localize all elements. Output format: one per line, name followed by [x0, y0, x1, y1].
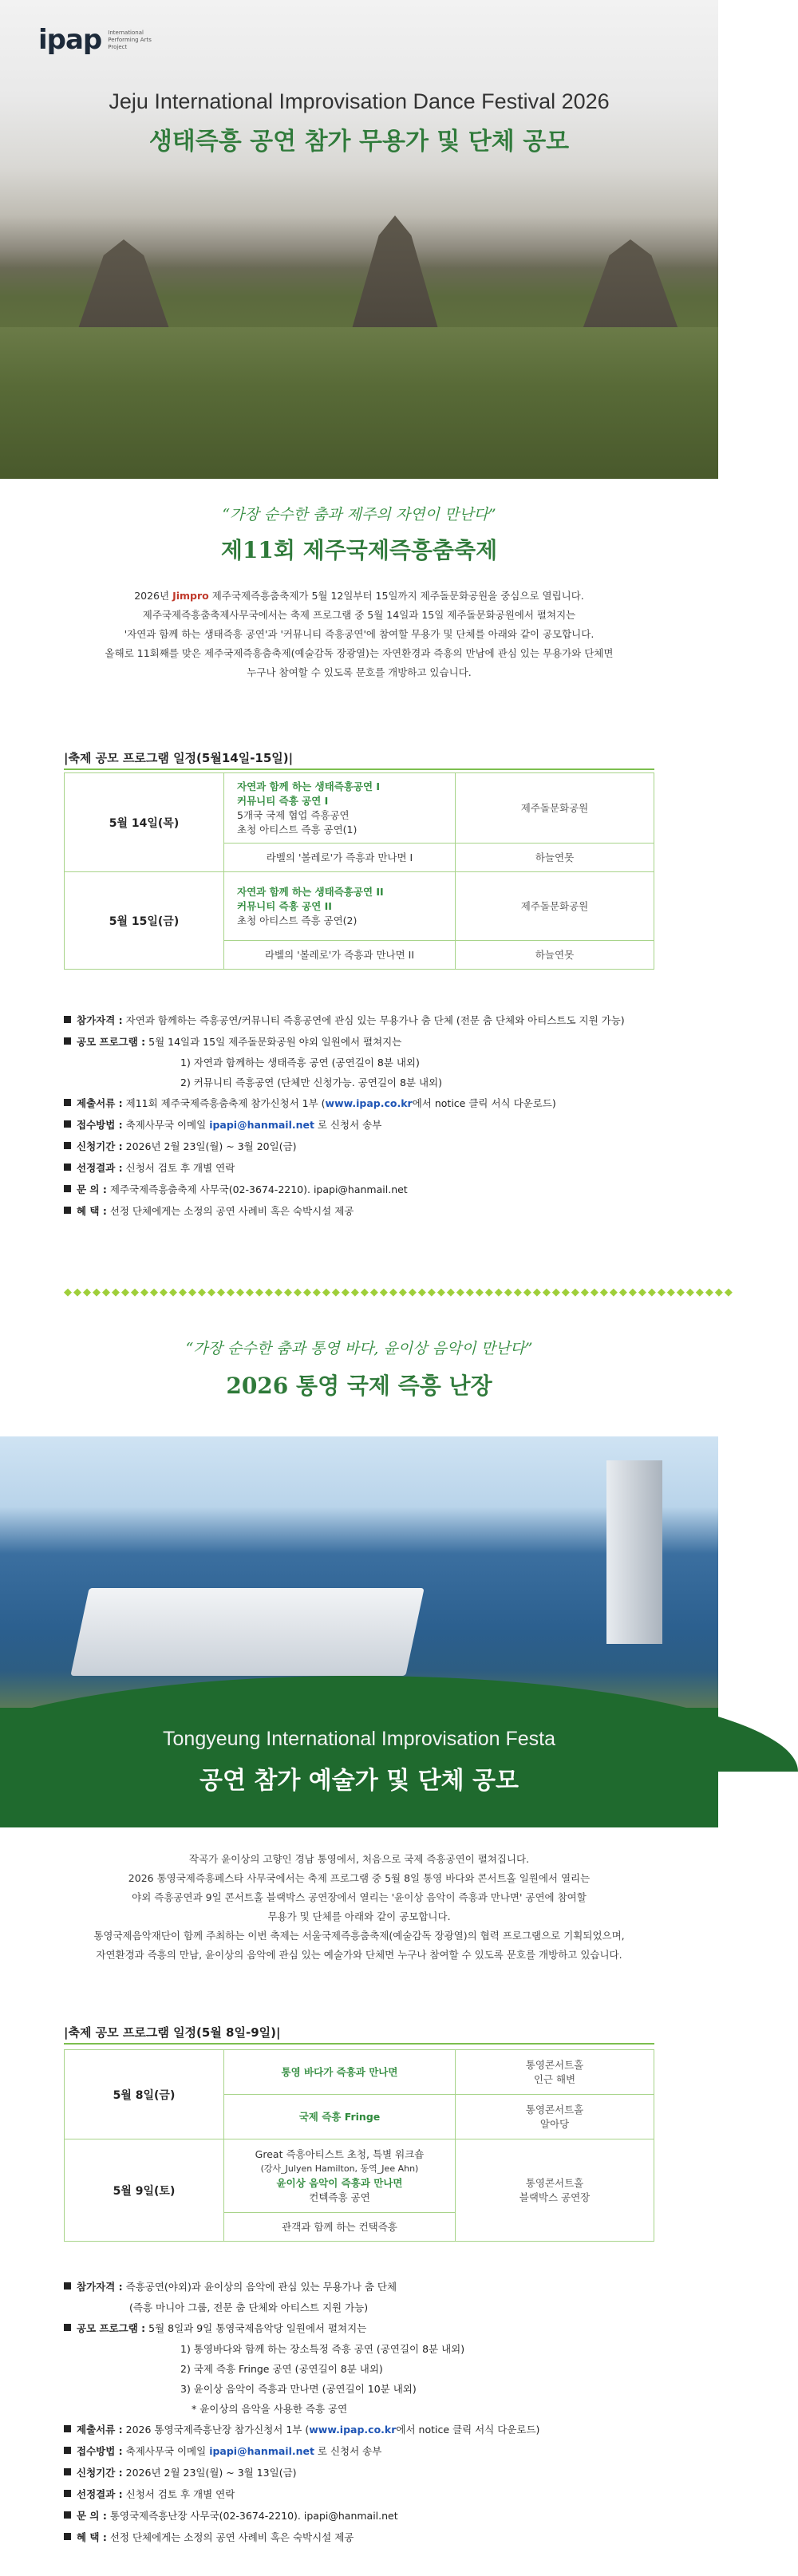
info-benefit: 혜 택 : 선정 단체에게는 소정의 공연 사례비 혹은 숙박시설 제공	[64, 2527, 670, 2548]
info-qualification: 참가자격 : 즉흥공연(야외)과 윤이상의 음악에 관심 있는 무용가나 춤 단체	[64, 2276, 670, 2297]
intro-line: '자연과 함께 하는 생태즉흥 공연'과 '커뮤니티 즉흥공연'에 참여할 무용가 및 단체를 아래와 같이 공모합니다.	[124, 628, 595, 640]
info-program-item: 1) 자연과 함께하는 생태즉흥 공연 (공연길이 8분 내외)	[180, 1057, 420, 1069]
schedule-program: 국제 즉흥 Fringe	[224, 2095, 456, 2139]
section-divider: ◆◆◆◆◆◆◆◆◆◆◆◆◆◆◆◆◆◆◆◆◆◆◆◆◆◆◆◆◆◆◆◆◆◆◆◆◆◆◆◆◆◆◆◆◆◆◆◆◆◆◆◆◆◆◆◆◆◆◆◆◆◆◆◆◆◆◆◆◆◆	[64, 1286, 734, 1298]
intro-line: 제주국제즉흥춤축제사무국에서는 축제 프로그램 중 5월 14일과 15일 제주돌문화공원에서 펼쳐지는	[142, 609, 576, 621]
intro-line: 야외 즉흥공연과 9일 콘서트홀 블랙박스 공연장에서 열리는 '윤이상 음악이 즉흥과 만나면' 공연에 참여할	[132, 1891, 587, 1903]
info-selection: 선정결과 : 신청서 검토 후 개별 연락	[64, 1157, 670, 1179]
website-link[interactable]: www.ipap.co.kr	[309, 2424, 397, 2436]
schedule-program: 자연과 함께 하는 생태즉흥공연 I 커뮤니티 즉흥 공연 I 5개국 국제 협업 즉흥공연 초청 아티스트 즉흥 공연(1)	[224, 773, 456, 844]
jeju-intro	[56, 587, 662, 682]
tongyeong-title-en: Tongyeung International Improvisation Festa	[163, 1728, 555, 1750]
schedule-program: 자연과 함께 하는 생태즉흥공연 II 커뮤니티 즉흥 공연 II 초청 아티스트 즉흥 공연(2)	[224, 872, 456, 941]
tongyeong-schedule-heading: |축제 공모 프로그램 일정(5월 8일-9일)|	[64, 2021, 654, 2045]
intro-line: 올해로 11회째를 맞은 제주국제즉흥춤축제(예술감독 장광열)는 자연환경과 즉흥의 만남에 관심 있는 무용가와 단체면	[105, 647, 614, 659]
jeju-festival-title: 제11회 제주국제즉흥춤축제	[220, 537, 498, 563]
info-program-item: 2) 커뮤니티 즉흥공연 (단체만 신청가능. 공연길이 8분 내외)	[180, 1077, 442, 1088]
intro-line: 2026 통영국제즉흥페스타 사무국에서는 축제 프로그램 중 5월 8일 통영 바다와 콘서트홀 일원에서 열리는	[128, 1872, 591, 1884]
concert-hall-building	[70, 1588, 424, 1676]
schedule-venue: 하늘연못	[456, 844, 654, 872]
intro-line: 통영국제음악재단이 함께 주최하는 이번 축제는 서울국제즉흥춤축제(예술감독 장광열)의 협력 프로그램으로 기획되었으며,	[93, 1930, 625, 1942]
intro-line: 2026년 Jimpro 제주국제즉흥춤축제가 5월 12일부터 15일까지 제주돌문화공원을 중심으로 열립니다.	[134, 590, 584, 602]
tongyeong-intro	[56, 1850, 662, 1965]
tongyeong-title-ko: 공연 참가 예술가 및 단체 공모	[200, 1767, 519, 1795]
info-contact: 문 의 : 통영국제즉흥난장 사무국(02-3674-2210). ipapi@hanmail.net	[64, 2505, 670, 2527]
info-period: 신청기간 : 2026년 2월 23일(월) ~ 3월 13일(금)	[64, 2462, 670, 2483]
schedule-venue: 통영콘서트홀 인근 해변	[456, 2050, 654, 2095]
tongyeong-quote: “가장 순수한 춤과 통영 바다, 윤이상 음악이 만난다”	[185, 1340, 533, 1357]
tongyeong-info-list	[64, 2276, 670, 2548]
jeju-schedule-table	[64, 772, 654, 970]
info-method: 접수방법 : 축제사무국 이메일 ipapi@hanmail.net 로 신청서 송부	[64, 1114, 670, 1136]
info-selection: 선정결과 : 신청서 검토 후 개별 연락	[64, 2483, 670, 2505]
info-documents: 제출서류 : 2026 통영국제즉흥난장 참가신청서 1부 (www.ipap.co.kr에서 notice 클릭 서식 다운로드)	[64, 2419, 670, 2440]
schedule-program: 통영 바다가 즉흥과 만나면	[224, 2050, 456, 2095]
info-program-item: 2) 국제 즉흥 Fringe 공연 (공연길이 8분 내외)	[180, 2363, 383, 2375]
intro-line: 무용가 및 단체를 아래와 같이 공모합니다.	[267, 1910, 451, 1922]
jeju-hero-image	[0, 0, 718, 479]
intro-line: 작곡가 윤이상의 고향인 경남 통영에서, 처음으로 국제 즉흥공연이 펼쳐집니다.	[188, 1853, 530, 1865]
schedule-venue: 제주돌문화공원	[456, 773, 654, 844]
schedule-venue: 통영콘서트홀 알아당	[456, 2095, 654, 2139]
email-link[interactable]: ipapi@hanmail.net	[209, 2445, 314, 2457]
info-program: 공모 프로그램 : 5월 8일과 9일 통영국제음악당 일원에서 펼쳐지는	[64, 2317, 670, 2339]
hero-title-ko: 생태즉흥 공연 참가 무용가 및 단체 공모	[148, 128, 570, 156]
email-link[interactable]: ipapi@hanmail.net	[209, 1119, 314, 1131]
table-row	[65, 773, 654, 844]
table-row	[65, 2050, 654, 2095]
info-benefit: 혜 택 : 선정 단체에게는 소정의 공연 사례비 혹은 숙박시설 제공	[64, 1200, 670, 1222]
info-program: 공모 프로그램 : 5월 14일과 15일 제주돌문화공원 야외 일원에서 펼쳐지는	[64, 1031, 670, 1053]
tongyeong-festival-title: 2026 통영 국제 즉흥 난장	[226, 1373, 492, 1399]
schedule-program: Great 즉흥아티스트 초청, 특별 워크숍 (강사_Julyen Hamilton, 동역_Jee Ahn) 윤이상 음악이 즉흥과 만나면 컨텍즉흥 공연	[224, 2139, 456, 2213]
tongyeong-schedule-table	[64, 2049, 654, 2242]
info-contact: 문 의 : 제주국제즉흥춤축제 사무국(02-3674-2210). ipapi@hanmail.net	[64, 1179, 670, 1200]
hotel-tower	[606, 1460, 662, 1644]
schedule-venue: 제주돌문화공원	[456, 872, 654, 941]
info-documents: 제출서류 : 제11회 제주국제즉흥춤축제 참가신청서 1부 (www.ipap.co.kr에서 notice 클릭 서식 다운로드)	[64, 1092, 670, 1114]
schedule-program: 관객과 함께 하는 컨택즉흥	[224, 2213, 456, 2242]
table-row	[65, 872, 654, 941]
jeju-info-list	[64, 1009, 670, 1222]
schedule-date: 5월 14일(목)	[65, 773, 224, 872]
logo-text: ipap	[38, 24, 102, 56]
schedule-venue: 통영콘서트홀 블랙박스 공연장	[456, 2139, 654, 2242]
schedule-program: 라벨의 '볼레로'가 즉흥과 만나면 II	[224, 941, 456, 970]
hero-title-en: Jeju International Improvisation Dance Festival 2026	[109, 89, 610, 113]
jeju-quote: “가장 순수한 춤과 제주의 자연이 만난다”	[222, 506, 496, 523]
schedule-date: 5월 15일(금)	[65, 872, 224, 970]
schedule-program: 라벨의 '볼레로'가 즉흥과 만나면 I	[224, 844, 456, 872]
intro-line: 누구나 참여할 수 있도록 문호를 개방하고 있습니다.	[247, 666, 472, 678]
ipap-logo	[38, 24, 164, 56]
info-qualification: 참가자격 : 자연과 함께하는 즉흥공연/커뮤니티 즉흥공연에 관심 있는 무용가나 춤 단체 (전문 춤 단체와 아티스트도 지원 가능)	[64, 1009, 670, 1031]
info-program-item: 1) 통영바다와 함께 하는 장소특정 즉흥 공연 (공연길이 8분 내외)	[180, 2343, 465, 2355]
info-program-item: 3) 윤이상 음악이 즉흥과 만나면 (공연길이 10분 내외)	[180, 2383, 417, 2395]
info-period: 신청기간 : 2026년 2월 23일(월) ~ 3월 20일(금)	[64, 1136, 670, 1157]
schedule-date: 5월 8일(금)	[65, 2050, 224, 2139]
jeju-schedule-heading: |축제 공모 프로그램 일정(5월14일-15일)|	[64, 746, 654, 770]
logo-tagline: International Performing Arts Project	[108, 29, 152, 50]
info-method: 접수방법 : 축제사무국 이메일 ipapi@hanmail.net 로 신청서 송부	[64, 2440, 670, 2462]
schedule-date: 5월 9일(토)	[65, 2139, 224, 2242]
website-link[interactable]: www.ipap.co.kr	[325, 1097, 413, 1109]
info-qualification-note: (즉흥 마니아 그룹, 전문 춤 단체와 아티스트 지원 가능)	[129, 2301, 369, 2313]
table-row	[65, 2139, 654, 2213]
grass-field	[0, 327, 718, 479]
info-program-note: * 윤이상의 음악을 사용한 즉흥 공연	[192, 2403, 348, 2415]
intro-line: 자연환경과 즉흥의 만남, 윤이상의 음악에 관심 있는 예술가와 단체면 누구나 참여할 수 있도록 문호를 개방하고 있습니다.	[96, 1949, 622, 1961]
schedule-venue: 하늘연못	[456, 941, 654, 970]
